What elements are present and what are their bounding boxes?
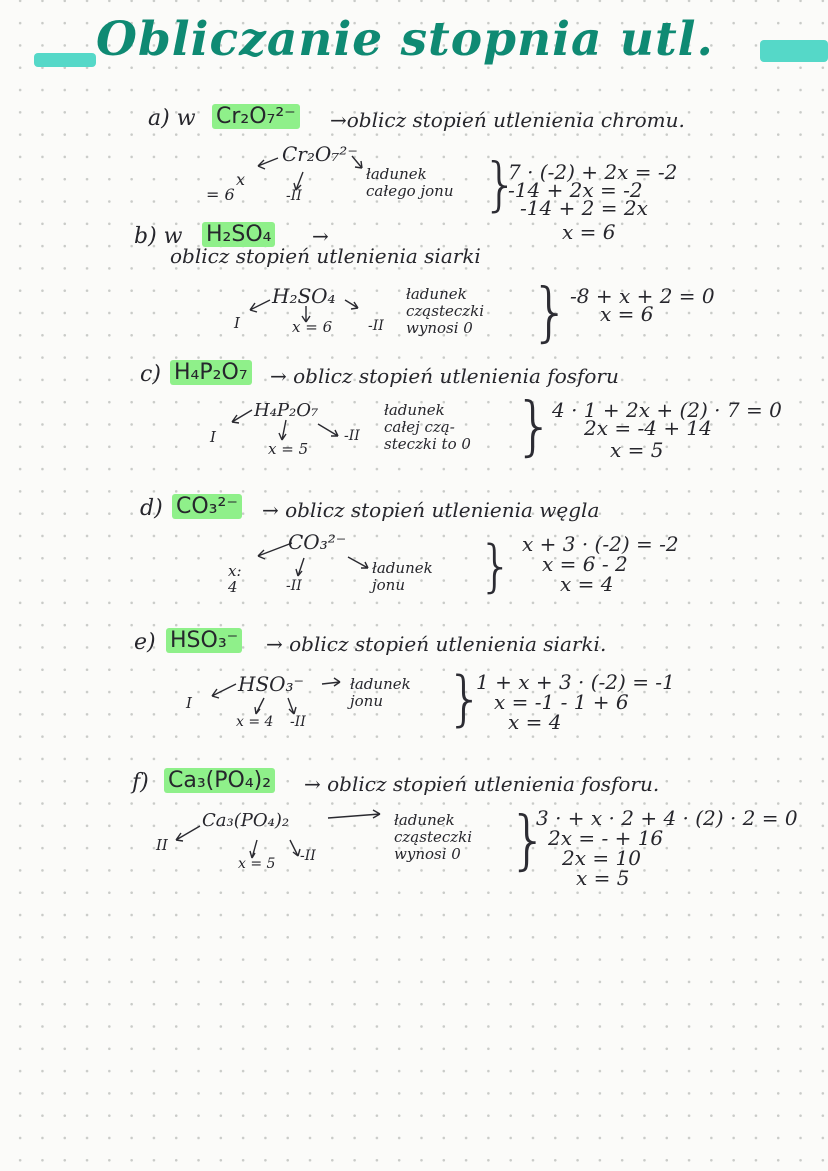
section-a-eq4: x = 6 — [562, 220, 616, 244]
section-c-instruction: → oblicz stopień utlenienia fosforu — [270, 364, 619, 388]
arrow-f-left — [176, 826, 200, 841]
section-e-eq1: 1 + x + 3 · (-2) = -1 — [476, 670, 675, 694]
section-d-x-label: x: — [228, 562, 242, 580]
arrow-b-right — [345, 300, 358, 309]
section-d-formula: CO₃²⁻ — [172, 494, 242, 519]
section-f-x-value: x = 5 — [238, 856, 276, 872]
section-a-eq2: -14 + 2x = -2 — [508, 178, 643, 202]
section-b-eq1: -8 + x + 2 = 0 — [570, 284, 715, 308]
section-d-eq2: x = 6 - 2 — [542, 552, 628, 576]
section-f-eq1: 3 · + x · 2 + 4 · (2) · 2 = 0 — [536, 806, 798, 830]
section-f-eq3: 2x = 10 — [562, 846, 641, 870]
section-d-oxygen-ox: -II — [286, 578, 302, 594]
section-a-ion: Cr₂O₇²⁻ — [282, 142, 358, 166]
section-d-eq3: x = 4 — [560, 572, 614, 596]
section-c-brace: } — [514, 390, 555, 464]
section-a-x-value: = 6 — [206, 185, 235, 204]
section-e-brace: } — [446, 664, 485, 734]
section-c-eq1: 4 · 1 + 2x + (2) · 7 = 0 — [552, 398, 782, 422]
section-d-eq1: x + 3 · (-2) = -2 — [522, 532, 679, 556]
section-f-brace: } — [508, 804, 549, 878]
section-d-charge-note: ładunek jonu — [372, 559, 433, 594]
section-e-charge-note: ładunek jonu — [350, 675, 411, 710]
section-d-x-value: 4 — [228, 578, 238, 596]
section-e-formula: HSO₃⁻ — [166, 628, 242, 653]
section-c-oxygen-ox: -II — [344, 428, 360, 444]
arrow-d-right — [348, 557, 368, 568]
section-c-molecule: H₄P₂O₇ — [254, 400, 319, 421]
arrow-c-down — [279, 420, 286, 440]
section-f-label: f) — [132, 770, 149, 795]
arrow-c-right — [318, 424, 338, 436]
section-a-instruction: →oblicz stopień utlenienia chromu. — [330, 108, 685, 132]
section-b-brace: } — [530, 276, 571, 350]
arrow-f-right — [328, 810, 380, 818]
section-d-label: d) — [140, 496, 163, 521]
section-a-eq3: -14 + 2 = 2x — [520, 196, 648, 220]
section-e-label: e) — [134, 630, 156, 655]
section-d-ion: CO₃²⁻ — [288, 530, 347, 554]
section-b-label: b) w — [134, 224, 183, 249]
section-c-eq2: 2x = -4 + 14 — [584, 416, 712, 440]
arrow-e-left — [212, 684, 236, 698]
section-f-eq2: 2x = - + 16 — [548, 826, 664, 850]
arrow-b-left — [250, 300, 270, 312]
section-e-x-value: x = 4 — [236, 714, 274, 730]
section-b-oxygen-ox: -II — [368, 318, 384, 334]
section-a-brace: } — [482, 150, 519, 218]
section-a-label: a) w — [148, 106, 196, 131]
section-a-eq1: 7 · (-2) + 2x = -2 — [508, 160, 678, 184]
section-e-instruction: → oblicz stopień utlenienia siarki. — [266, 632, 607, 656]
section-f-formula: Ca₃(PO₄)₂ — [164, 768, 275, 793]
section-c-formula: H₄P₂O₇ — [170, 360, 252, 385]
section-c-x-value: x = 5 — [268, 440, 309, 458]
arrow-a-left — [258, 158, 278, 169]
section-f-instruction: → oblicz stopień utlenienia fosforu. — [304, 772, 660, 796]
section-c-label: c) — [140, 362, 161, 387]
section-f-eq4: x = 5 — [576, 866, 630, 890]
arrow-f-mid — [290, 840, 300, 856]
page-title: Obliczanie stopnia utl. — [96, 12, 714, 67]
section-b-arrow: → — [312, 224, 329, 248]
section-e-ion: HSO₃⁻ — [238, 672, 305, 696]
section-e-h-ox: I — [186, 694, 192, 712]
section-b-formula: H₂SO₄ — [202, 222, 275, 247]
section-d-instruction: → oblicz stopień utlenienia węgla — [262, 498, 600, 522]
arrow-e-right — [322, 678, 340, 686]
section-b-instruction: oblicz stopień utlenienia siarki — [170, 244, 481, 268]
section-a-oxygen-ox: -II — [286, 188, 302, 204]
section-d-brace: } — [478, 534, 514, 599]
section-a-formula: Cr₂O₇²⁻ — [212, 104, 300, 129]
section-a-charge-note: ładunek całego jonu — [366, 165, 454, 200]
section-f-molecule: Ca₃(PO₄)₂ — [202, 810, 290, 831]
arrow-d-down — [296, 558, 304, 576]
section-e-oxygen-ox: -II — [290, 714, 306, 730]
section-e-eq3: x = 4 — [508, 710, 562, 734]
arrow-d-left — [258, 543, 292, 559]
section-f-oxygen-ox: -II — [300, 848, 316, 864]
arrow-c-left — [232, 410, 252, 423]
section-b-eq2: x = 6 — [600, 302, 654, 326]
section-b-molecule: H₂SO₄ — [272, 284, 336, 308]
arrow-e-down — [255, 698, 264, 714]
section-b-x-value: x = 6 — [292, 318, 333, 336]
section-c-charge-note: ładunek całej czą- steczki to 0 — [384, 401, 471, 453]
section-f-ca-ox: II — [156, 836, 168, 854]
section-c-eq3: x = 5 — [610, 438, 664, 462]
section-c-h-ox: I — [210, 428, 216, 446]
section-a-x: x — [236, 170, 246, 189]
arrow-e-mid — [288, 698, 296, 714]
section-e-eq2: x = -1 - 1 + 6 — [494, 690, 629, 714]
section-b-charge-note: ładunek cząsteczki wynosi 0 — [406, 285, 485, 337]
section-b-h-ox: I — [234, 314, 240, 332]
section-f-charge-note: ładunek cząsteczki wynosi 0 — [394, 811, 473, 863]
